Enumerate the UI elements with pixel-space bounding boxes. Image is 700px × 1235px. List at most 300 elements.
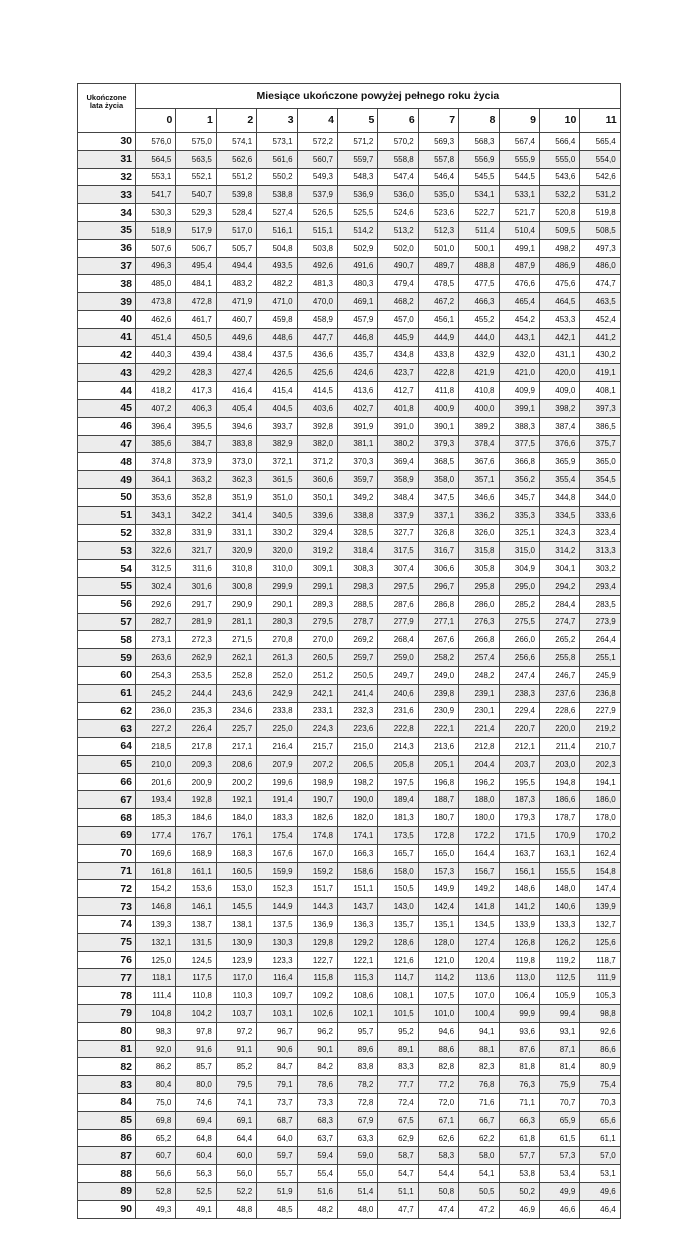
value-cell: 568,3 bbox=[459, 133, 499, 151]
value-cell: 51,9 bbox=[257, 1183, 297, 1201]
value-cell: 352,8 bbox=[176, 488, 216, 506]
value-cell: 481,3 bbox=[297, 275, 337, 293]
value-cell: 354,5 bbox=[580, 471, 620, 489]
value-cell: 554,0 bbox=[580, 150, 620, 168]
value-cell: 472,8 bbox=[176, 293, 216, 311]
value-cell: 290,9 bbox=[216, 595, 256, 613]
value-cell: 171,5 bbox=[499, 827, 539, 845]
value-cell: 537,9 bbox=[297, 186, 337, 204]
age-cell: 42 bbox=[78, 346, 136, 364]
table-row bbox=[78, 310, 621, 328]
value-cell: 328,5 bbox=[337, 524, 377, 542]
value-cell: 447,7 bbox=[297, 328, 337, 346]
value-cell: 118,1 bbox=[136, 969, 176, 987]
value-cell: 388,3 bbox=[499, 417, 539, 435]
value-cell: 310,8 bbox=[216, 560, 256, 578]
value-cell: 148,0 bbox=[539, 880, 579, 898]
value-cell: 437,5 bbox=[257, 346, 297, 364]
value-cell: 78,2 bbox=[337, 1076, 377, 1094]
value-cell: 193,4 bbox=[136, 791, 176, 809]
value-cell: 358,0 bbox=[418, 471, 458, 489]
value-cell: 382,0 bbox=[297, 435, 337, 453]
value-cell: 327,7 bbox=[378, 524, 418, 542]
value-cell: 103,1 bbox=[257, 1005, 297, 1023]
value-cell: 256,6 bbox=[499, 649, 539, 667]
value-cell: 165,7 bbox=[378, 844, 418, 862]
value-cell: 510,4 bbox=[499, 221, 539, 239]
table-row bbox=[78, 720, 621, 738]
value-cell: 199,6 bbox=[257, 773, 297, 791]
value-cell: 555,0 bbox=[539, 150, 579, 168]
table-row bbox=[78, 1165, 621, 1183]
month-header-cell: 2 bbox=[216, 108, 256, 133]
value-cell: 53,8 bbox=[499, 1165, 539, 1183]
table-row bbox=[78, 506, 621, 524]
value-cell: 293,4 bbox=[580, 577, 620, 595]
value-cell: 444,0 bbox=[459, 328, 499, 346]
value-cell: 159,9 bbox=[257, 862, 297, 880]
value-cell: 175,4 bbox=[257, 827, 297, 845]
value-cell: 415,4 bbox=[257, 382, 297, 400]
value-cell: 72,4 bbox=[378, 1094, 418, 1112]
value-cell: 250,5 bbox=[337, 666, 377, 684]
value-cell: 65,6 bbox=[580, 1111, 620, 1129]
value-cell: 384,7 bbox=[176, 435, 216, 453]
value-cell: 170,2 bbox=[580, 827, 620, 845]
value-cell: 98,8 bbox=[580, 1005, 620, 1023]
value-cell: 440,3 bbox=[136, 346, 176, 364]
value-cell: 49,3 bbox=[136, 1200, 176, 1218]
value-cell: 51,4 bbox=[337, 1183, 377, 1201]
value-cell: 131,5 bbox=[176, 933, 216, 951]
value-cell: 394,6 bbox=[216, 417, 256, 435]
value-cell: 474,7 bbox=[580, 275, 620, 293]
value-cell: 105,3 bbox=[580, 987, 620, 1005]
value-cell: 564,5 bbox=[136, 150, 176, 168]
value-cell: 281,9 bbox=[176, 613, 216, 631]
value-cell: 326,0 bbox=[459, 524, 499, 542]
value-cell: 75,4 bbox=[580, 1076, 620, 1094]
value-cell: 563,5 bbox=[176, 150, 216, 168]
value-cell: 168,3 bbox=[216, 844, 256, 862]
value-cell: 178,0 bbox=[580, 809, 620, 827]
age-cell: 64 bbox=[78, 738, 136, 756]
value-cell: 351,0 bbox=[257, 488, 297, 506]
value-cell: 104,2 bbox=[176, 1005, 216, 1023]
value-cell: 444,9 bbox=[418, 328, 458, 346]
value-cell: 194,8 bbox=[539, 773, 579, 791]
value-cell: 286,0 bbox=[459, 595, 499, 613]
value-cell: 73,7 bbox=[257, 1094, 297, 1112]
value-cell: 230,9 bbox=[418, 702, 458, 720]
value-cell: 239,1 bbox=[459, 684, 499, 702]
value-cell: 196,2 bbox=[459, 773, 499, 791]
value-cell: 265,2 bbox=[539, 631, 579, 649]
value-cell: 341,4 bbox=[216, 506, 256, 524]
value-cell: 435,7 bbox=[337, 346, 377, 364]
value-cell: 208,6 bbox=[216, 755, 256, 773]
age-cell: 84 bbox=[78, 1094, 136, 1112]
value-cell: 535,0 bbox=[418, 186, 458, 204]
value-cell: 143,0 bbox=[378, 898, 418, 916]
value-cell: 204,4 bbox=[459, 755, 499, 773]
value-cell: 551,2 bbox=[216, 168, 256, 186]
value-cell: 71,6 bbox=[459, 1094, 499, 1112]
value-cell: 54,4 bbox=[418, 1165, 458, 1183]
value-cell: 336,2 bbox=[459, 506, 499, 524]
value-cell: 195,5 bbox=[499, 773, 539, 791]
value-cell: 491,6 bbox=[337, 257, 377, 275]
value-cell: 401,8 bbox=[378, 399, 418, 417]
value-cell: 64,0 bbox=[257, 1129, 297, 1147]
value-cell: 207,9 bbox=[257, 755, 297, 773]
table-row bbox=[78, 453, 621, 471]
table-body bbox=[78, 133, 621, 1219]
table-row bbox=[78, 239, 621, 257]
value-cell: 200,9 bbox=[176, 773, 216, 791]
value-cell: 461,7 bbox=[176, 310, 216, 328]
value-cell: 80,9 bbox=[580, 1058, 620, 1076]
value-cell: 129,2 bbox=[337, 933, 377, 951]
value-cell: 115,3 bbox=[337, 969, 377, 987]
value-cell: 72,0 bbox=[418, 1094, 458, 1112]
value-cell: 263,6 bbox=[136, 649, 176, 667]
table-row bbox=[78, 204, 621, 222]
age-cell: 82 bbox=[78, 1058, 136, 1076]
value-cell: 319,2 bbox=[297, 542, 337, 560]
value-cell: 493,5 bbox=[257, 257, 297, 275]
value-cell: 126,2 bbox=[539, 933, 579, 951]
value-cell: 414,5 bbox=[297, 382, 337, 400]
value-cell: 398,2 bbox=[539, 399, 579, 417]
value-cell: 53,1 bbox=[580, 1165, 620, 1183]
value-cell: 92,6 bbox=[580, 1022, 620, 1040]
value-cell: 221,4 bbox=[459, 720, 499, 738]
value-cell: 220,7 bbox=[499, 720, 539, 738]
value-cell: 137,5 bbox=[257, 916, 297, 934]
value-cell: 410,8 bbox=[459, 382, 499, 400]
value-cell: 387,4 bbox=[539, 417, 579, 435]
value-cell: 205,1 bbox=[418, 755, 458, 773]
age-cell: 56 bbox=[78, 595, 136, 613]
value-cell: 306,6 bbox=[418, 560, 458, 578]
value-cell: 457,9 bbox=[337, 310, 377, 328]
age-cell: 47 bbox=[78, 435, 136, 453]
value-cell: 57,7 bbox=[499, 1147, 539, 1165]
value-cell: 215,7 bbox=[297, 738, 337, 756]
age-cell: 83 bbox=[78, 1076, 136, 1094]
value-cell: 129,8 bbox=[297, 933, 337, 951]
value-cell: 449,6 bbox=[216, 328, 256, 346]
value-cell: 111,4 bbox=[136, 987, 176, 1005]
value-cell: 84,7 bbox=[257, 1058, 297, 1076]
value-cell: 425,6 bbox=[297, 364, 337, 382]
value-cell: 227,2 bbox=[136, 720, 176, 738]
value-cell: 125,0 bbox=[136, 951, 176, 969]
value-cell: 277,9 bbox=[378, 613, 418, 631]
value-cell: 517,0 bbox=[216, 221, 256, 239]
value-cell: 274,7 bbox=[539, 613, 579, 631]
value-cell: 136,9 bbox=[297, 916, 337, 934]
value-cell: 259,0 bbox=[378, 649, 418, 667]
value-cell: 147,4 bbox=[580, 880, 620, 898]
value-cell: 538,8 bbox=[257, 186, 297, 204]
value-cell: 242,1 bbox=[297, 684, 337, 702]
month-header-cell: 9 bbox=[499, 108, 539, 133]
value-cell: 299,9 bbox=[257, 577, 297, 595]
value-cell: 57,0 bbox=[580, 1147, 620, 1165]
value-cell: 390,1 bbox=[418, 417, 458, 435]
value-cell: 174,1 bbox=[337, 827, 377, 845]
value-cell: 308,3 bbox=[337, 560, 377, 578]
value-cell: 393,7 bbox=[257, 417, 297, 435]
value-cell: 117,0 bbox=[216, 969, 256, 987]
month-header-row bbox=[78, 108, 621, 133]
value-cell: 156,7 bbox=[459, 862, 499, 880]
value-cell: 104,8 bbox=[136, 1005, 176, 1023]
value-cell: 317,5 bbox=[378, 542, 418, 560]
month-header-cell: 4 bbox=[297, 108, 337, 133]
value-cell: 153,0 bbox=[216, 880, 256, 898]
value-cell: 514,2 bbox=[337, 221, 377, 239]
value-cell: 60,7 bbox=[136, 1147, 176, 1165]
value-cell: 130,3 bbox=[257, 933, 297, 951]
value-cell: 536,9 bbox=[337, 186, 377, 204]
value-cell: 77,7 bbox=[378, 1076, 418, 1094]
value-cell: 279,5 bbox=[297, 613, 337, 631]
value-cell: 448,6 bbox=[257, 328, 297, 346]
value-cell: 198,9 bbox=[297, 773, 337, 791]
value-cell: 278,7 bbox=[337, 613, 377, 631]
value-cell: 201,6 bbox=[136, 773, 176, 791]
table-row bbox=[78, 933, 621, 951]
value-cell: 484,1 bbox=[176, 275, 216, 293]
value-cell: 349,2 bbox=[337, 488, 377, 506]
value-cell: 289,3 bbox=[297, 595, 337, 613]
age-cell: 85 bbox=[78, 1111, 136, 1129]
value-cell: 67,9 bbox=[337, 1111, 377, 1129]
value-cell: 91,1 bbox=[216, 1040, 256, 1058]
value-cell: 116,4 bbox=[257, 969, 297, 987]
value-cell: 526,5 bbox=[297, 204, 337, 222]
table-row bbox=[78, 488, 621, 506]
value-cell: 356,2 bbox=[499, 471, 539, 489]
value-cell: 50,2 bbox=[499, 1183, 539, 1201]
value-cell: 95,2 bbox=[378, 1022, 418, 1040]
value-cell: 546,4 bbox=[418, 168, 458, 186]
value-cell: 141,2 bbox=[499, 898, 539, 916]
age-cell: 62 bbox=[78, 702, 136, 720]
value-cell: 134,5 bbox=[459, 916, 499, 934]
value-cell: 69,4 bbox=[176, 1111, 216, 1129]
value-cell: 240,6 bbox=[378, 684, 418, 702]
value-cell: 166,3 bbox=[337, 844, 377, 862]
value-cell: 86,6 bbox=[580, 1040, 620, 1058]
value-cell: 228,6 bbox=[539, 702, 579, 720]
age-cell: 79 bbox=[78, 1005, 136, 1023]
value-cell: 245,9 bbox=[580, 666, 620, 684]
value-cell: 186,0 bbox=[580, 791, 620, 809]
value-cell: 110,3 bbox=[216, 987, 256, 1005]
value-cell: 344,0 bbox=[580, 488, 620, 506]
age-cell: 65 bbox=[78, 755, 136, 773]
value-cell: 57,3 bbox=[539, 1147, 579, 1165]
age-cell: 52 bbox=[78, 524, 136, 542]
value-cell: 312,5 bbox=[136, 560, 176, 578]
value-cell: 421,9 bbox=[459, 364, 499, 382]
value-cell: 304,9 bbox=[499, 560, 539, 578]
age-cell: 68 bbox=[78, 809, 136, 827]
value-cell: 189,4 bbox=[378, 791, 418, 809]
value-cell: 113,0 bbox=[499, 969, 539, 987]
table-row bbox=[78, 987, 621, 1005]
value-cell: 186,6 bbox=[539, 791, 579, 809]
value-cell: 74,1 bbox=[216, 1094, 256, 1112]
value-cell: 442,1 bbox=[539, 328, 579, 346]
age-cell: 72 bbox=[78, 880, 136, 898]
value-cell: 379,3 bbox=[418, 435, 458, 453]
completed-years-header bbox=[78, 84, 136, 133]
value-cell: 347,5 bbox=[418, 488, 458, 506]
value-cell: 301,6 bbox=[176, 577, 216, 595]
value-cell: 567,4 bbox=[499, 133, 539, 151]
value-cell: 251,2 bbox=[297, 666, 337, 684]
value-cell: 94,1 bbox=[459, 1022, 499, 1040]
value-cell: 377,5 bbox=[499, 435, 539, 453]
value-cell: 47,4 bbox=[418, 1200, 458, 1218]
value-cell: 237,6 bbox=[539, 684, 579, 702]
value-cell: 71,1 bbox=[499, 1094, 539, 1112]
value-cell: 262,1 bbox=[216, 649, 256, 667]
value-cell: 146,8 bbox=[136, 898, 176, 916]
life-expectancy-table bbox=[77, 83, 621, 1219]
value-cell: 315,0 bbox=[499, 542, 539, 560]
value-cell: 485,0 bbox=[136, 275, 176, 293]
table-row bbox=[78, 542, 621, 560]
value-cell: 413,6 bbox=[337, 382, 377, 400]
value-cell: 574,1 bbox=[216, 133, 256, 151]
value-cell: 276,3 bbox=[459, 613, 499, 631]
value-cell: 267,6 bbox=[418, 631, 458, 649]
value-cell: 298,3 bbox=[337, 577, 377, 595]
table-row bbox=[78, 1058, 621, 1076]
value-cell: 99,9 bbox=[499, 1005, 539, 1023]
value-cell: 48,2 bbox=[297, 1200, 337, 1218]
value-cell: 165,0 bbox=[418, 844, 458, 862]
value-cell: 471,9 bbox=[216, 293, 256, 311]
value-cell: 340,5 bbox=[257, 506, 297, 524]
value-cell: 52,5 bbox=[176, 1183, 216, 1201]
value-cell: 124,5 bbox=[176, 951, 216, 969]
value-cell: 545,5 bbox=[459, 168, 499, 186]
value-cell: 191,4 bbox=[257, 791, 297, 809]
completed-years-header-line2: lata życia bbox=[89, 101, 124, 110]
value-cell: 483,2 bbox=[216, 275, 256, 293]
value-cell: 96,2 bbox=[297, 1022, 337, 1040]
value-cell: 499,1 bbox=[499, 239, 539, 257]
value-cell: 469,1 bbox=[337, 293, 377, 311]
value-cell: 254,3 bbox=[136, 666, 176, 684]
age-cell: 50 bbox=[78, 488, 136, 506]
value-cell: 502,9 bbox=[337, 239, 377, 257]
value-cell: 101,5 bbox=[378, 1005, 418, 1023]
value-cell: 418,2 bbox=[136, 382, 176, 400]
value-cell: 112,5 bbox=[539, 969, 579, 987]
value-cell: 197,5 bbox=[378, 773, 418, 791]
value-cell: 81,4 bbox=[539, 1058, 579, 1076]
value-cell: 184,0 bbox=[216, 809, 256, 827]
value-cell: 438,4 bbox=[216, 346, 256, 364]
age-cell: 77 bbox=[78, 969, 136, 987]
value-cell: 471,0 bbox=[257, 293, 297, 311]
value-cell: 369,4 bbox=[378, 453, 418, 471]
value-cell: 75,9 bbox=[539, 1076, 579, 1094]
table-row bbox=[78, 916, 621, 934]
age-cell: 88 bbox=[78, 1165, 136, 1183]
value-cell: 467,2 bbox=[418, 293, 458, 311]
value-cell: 280,3 bbox=[257, 613, 297, 631]
value-cell: 309,1 bbox=[297, 560, 337, 578]
value-cell: 271,5 bbox=[216, 631, 256, 649]
value-cell: 52,2 bbox=[216, 1183, 256, 1201]
value-cell: 321,7 bbox=[176, 542, 216, 560]
value-cell: 55,4 bbox=[297, 1165, 337, 1183]
month-header-cell: 8 bbox=[459, 108, 499, 133]
value-cell: 161,8 bbox=[136, 862, 176, 880]
month-header-cell: 11 bbox=[580, 108, 620, 133]
value-cell: 217,8 bbox=[176, 738, 216, 756]
value-cell: 424,6 bbox=[337, 364, 377, 382]
value-cell: 132,7 bbox=[580, 916, 620, 934]
value-cell: 576,0 bbox=[136, 133, 176, 151]
value-cell: 300,8 bbox=[216, 577, 256, 595]
value-cell: 520,8 bbox=[539, 204, 579, 222]
value-cell: 142,4 bbox=[418, 898, 458, 916]
age-cell: 69 bbox=[78, 827, 136, 845]
value-cell: 314,2 bbox=[539, 542, 579, 560]
value-cell: 234,6 bbox=[216, 702, 256, 720]
value-cell: 559,7 bbox=[337, 150, 377, 168]
value-cell: 446,8 bbox=[337, 328, 377, 346]
table-row bbox=[78, 133, 621, 151]
value-cell: 47,7 bbox=[378, 1200, 418, 1218]
value-cell: 458,9 bbox=[297, 310, 337, 328]
value-cell: 114,2 bbox=[418, 969, 458, 987]
value-cell: 46,4 bbox=[580, 1200, 620, 1218]
table-row bbox=[78, 1094, 621, 1112]
value-cell: 202,3 bbox=[580, 755, 620, 773]
value-cell: 428,3 bbox=[176, 364, 216, 382]
month-header-cell: 5 bbox=[337, 108, 377, 133]
value-cell: 80,4 bbox=[136, 1076, 176, 1094]
value-cell: 364,1 bbox=[136, 471, 176, 489]
value-cell: 102,1 bbox=[337, 1005, 377, 1023]
age-cell: 54 bbox=[78, 560, 136, 578]
value-cell: 488,8 bbox=[459, 257, 499, 275]
value-cell: 59,4 bbox=[297, 1147, 337, 1165]
age-cell: 63 bbox=[78, 720, 136, 738]
age-cell: 33 bbox=[78, 186, 136, 204]
value-cell: 145,5 bbox=[216, 898, 256, 916]
value-cell: 380,2 bbox=[378, 435, 418, 453]
value-cell: 123,9 bbox=[216, 951, 256, 969]
value-cell: 313,3 bbox=[580, 542, 620, 560]
table-row bbox=[78, 346, 621, 364]
value-cell: 409,0 bbox=[539, 382, 579, 400]
value-cell: 501,0 bbox=[418, 239, 458, 257]
age-cell: 90 bbox=[78, 1200, 136, 1218]
value-cell: 49,1 bbox=[176, 1200, 216, 1218]
